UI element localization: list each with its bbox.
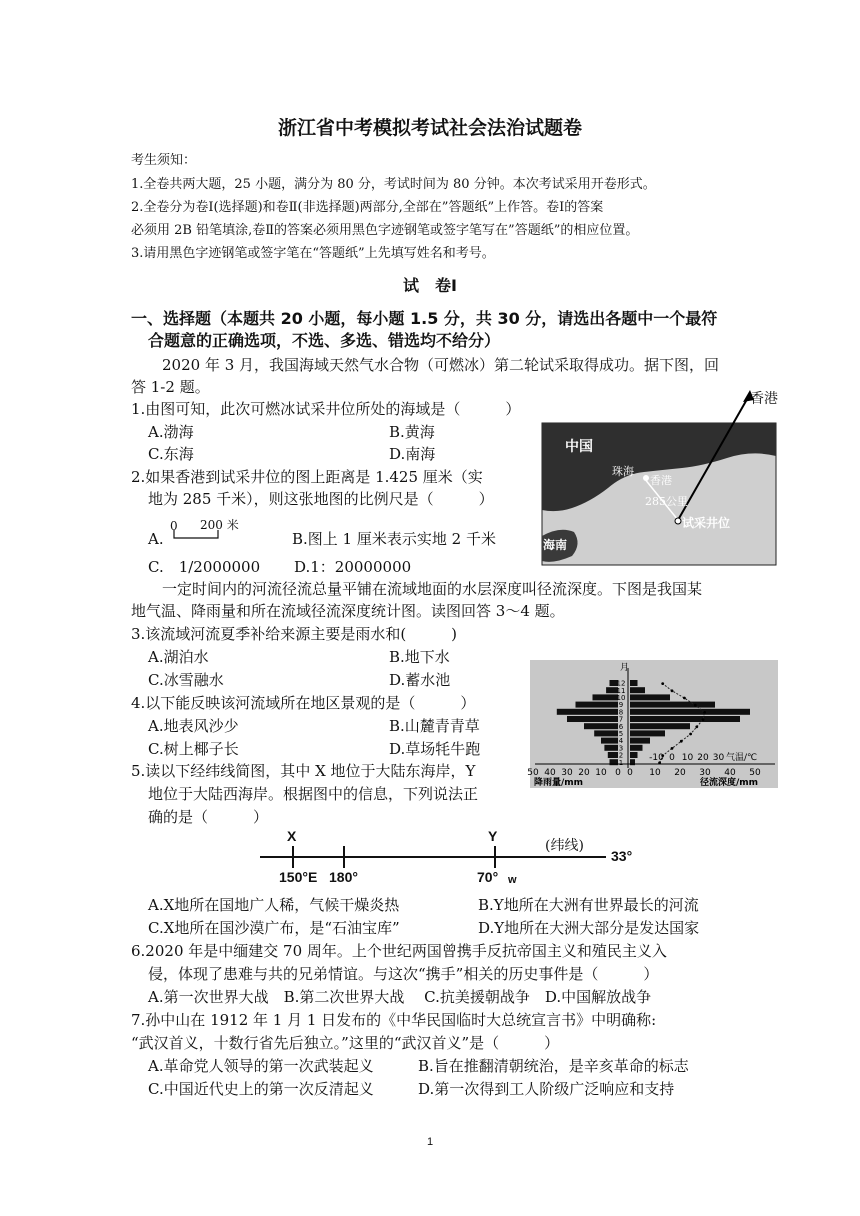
q5-option-a: A.X地所在国地广人稀，气候干燥炎热 — [148, 896, 400, 914]
q1-stem: 1.由图可知，此次可燃冰试采井位所处的海域是（ ） — [131, 400, 521, 418]
q3-option-c: C.冰雪融水 — [148, 671, 224, 689]
lon-70-label: 70° — [477, 869, 499, 885]
month-tick-label: 6 — [618, 722, 624, 731]
temperature-point — [702, 718, 705, 721]
q7-stem-2: “武汉首义，十数行省先后独立。”这里的“武汉首义”是（ ） — [131, 1034, 560, 1052]
q7-option-c: C.中国近代史上的第一次反清起义 — [148, 1080, 374, 1098]
chart-month-label: 月 — [620, 663, 630, 673]
notice-line-2a: 2.全卷分为卷Ⅰ(选择题)和卷Ⅱ(非选择题)两部分,全部在”答题纸”上作答。卷Ⅰ的答案 — [131, 200, 604, 215]
q4-stem: 4.以下能反映该河流域所在地区景观的是（ ） — [131, 694, 476, 712]
q3-option-d: D.蓄水池 — [389, 671, 451, 689]
q2-stem-1: 2.如果香港到试采井位的图上距离是 1.425 厘米（实 — [131, 468, 483, 486]
q5-stem-2: 地位于大陆西海岸。根据图中的信息，下列说法正 — [148, 785, 479, 803]
q6-stem-2: 侵，体现了患难与共的兄弟情谊。与这次“携手”相关的历史事件是（ ） — [148, 965, 659, 983]
temperature-point — [680, 740, 683, 743]
notice-line-2b: 必须用 2B 铅笔填涂,卷Ⅱ的答案必须用黑色字迹钢笔或签字笔写在”答题纸”的相应位置。 — [131, 223, 639, 238]
lat-weixian-label: (纬线) — [545, 838, 584, 854]
lat-y-label: Y — [488, 828, 498, 844]
runoff-tick-label: 30 — [699, 768, 711, 778]
map-china-label: 中国 — [565, 439, 593, 455]
temperature-point — [694, 704, 697, 707]
rain-tick-label: 0 — [615, 768, 621, 778]
q4-option-d: D.草场牦牛跑 — [389, 740, 481, 758]
rain-tick-label: 30 — [561, 768, 573, 778]
runoff-tick-label: 10 — [649, 768, 661, 778]
q2-stem-2: 地为 285 千米），则这张地图的比例尺是（ ） — [148, 490, 494, 508]
month-tick-label: 4 — [618, 737, 624, 746]
rain-tick-label: 10 — [595, 768, 607, 778]
month-tick-label: 9 — [618, 701, 624, 710]
runoff-tick-label: 20 — [674, 768, 686, 778]
month-tick-label: 11 — [616, 686, 626, 695]
runoff-bar — [630, 723, 690, 729]
temp-axis-label: 气温/℃ — [726, 753, 758, 763]
q2-option-d: D.1：20000000 — [294, 558, 412, 576]
q6-options: A.第一次世界大战 B.第二次世界大战 C.抗美援朝战争 D.中国解放战争 — [148, 988, 652, 1006]
rain-tick-label: 20 — [578, 768, 590, 778]
q2-option-c: C. 1/2000000 — [148, 558, 261, 576]
q5-option-b: B.Y地所在大洲有世界最长的河流 — [478, 896, 699, 914]
passage2-line-1: 一定时间内的河流径流总量平铺在流域地面的水层深度叫径流深度。下图是我国某 — [162, 580, 703, 598]
scale-bar — [170, 530, 240, 542]
temp-tick-label: -10 — [649, 753, 664, 763]
runoff-tick-label: 0 — [627, 768, 633, 778]
page-title: 浙江省中考模拟考试社会法治试题卷 — [277, 117, 582, 139]
temperature-point — [695, 725, 698, 728]
month-tick-label: 5 — [618, 730, 624, 738]
q5-option-d: D.Y地所在大洲大部分是发达国家 — [478, 919, 700, 937]
rain-tick-label: 40 — [544, 768, 556, 778]
temp-tick-label: 0 — [669, 753, 675, 763]
q1-option-b: B.黄海 — [389, 423, 435, 441]
month-tick-label: 7 — [618, 715, 624, 724]
runoff-bar — [630, 738, 650, 744]
passage1-line-2: 答 1-2 题。 — [131, 378, 210, 396]
runoff-bar — [630, 709, 750, 715]
q4-option-b: B.山麓青青草 — [389, 717, 480, 735]
climate-chart — [527, 660, 778, 788]
lat-x-label: X — [287, 828, 297, 844]
month-tick-label: 10 — [616, 694, 626, 702]
rain-bar — [594, 730, 618, 736]
runoff-bar — [630, 752, 638, 758]
part1-heading-1: 一、选择题（本题共 20 小题，每小题 1.5 分，共 30 分，请选出各题中一个最符 — [131, 309, 718, 328]
scale-200-label: 200 米 — [200, 518, 239, 532]
month-tick-label: 1 — [618, 758, 624, 767]
hk-dot — [643, 475, 649, 481]
temperature-point — [671, 747, 674, 750]
temperature-point — [689, 733, 692, 736]
month-tick-label: 2 — [618, 751, 624, 760]
q3-stem: 3.该流域河流夏季补给来源主要是雨水和( ) — [131, 625, 458, 643]
runoff-bar — [630, 702, 715, 708]
lon-w-label: w — [508, 874, 517, 886]
section-title: 试 卷Ⅰ — [403, 276, 457, 295]
q2-option-a: A. — [148, 530, 164, 548]
rain-bar — [557, 709, 618, 715]
runoff-bar — [630, 716, 740, 722]
temperature-point — [683, 697, 686, 700]
rain-bar — [567, 716, 618, 722]
rain-bar — [593, 694, 619, 700]
temp-tick-label: 10 — [681, 753, 694, 763]
notice-line-1: 1.全卷共两大题，25 小题，满分为 80 分，考试时间为 80 分钟。本次考试采用开卷形式。 — [131, 177, 656, 192]
notice-line-3: 3.请用黑色字迹钢笔或签字笔在“答题纸”上先填写姓名和考号。 — [131, 246, 495, 261]
rain-axis-label: 降雨量/mm — [534, 778, 584, 788]
q5-option-c: C.X地所在国沙漠广布，是“石油宝库” — [148, 919, 400, 937]
q7-option-b: B.旨在推翻清朝统治，是辛亥革命的标志 — [418, 1057, 689, 1075]
temp-tick-label: 30 — [712, 753, 725, 763]
temperature-point — [703, 711, 706, 714]
part1-heading-2: 合题意的正确选项，不选、多选、错选均不给分） — [148, 331, 501, 350]
month-tick-label: 3 — [618, 744, 624, 753]
passage1-line-1: 2020 年 3 月，我国海域天然气水合物（可燃冰）第二轮试采取得成功。据下图，回 — [162, 356, 720, 374]
runoff-bar — [630, 680, 638, 686]
runoff-tick-label: 40 — [724, 768, 736, 778]
scale-zero-label: 0 — [170, 519, 178, 533]
lon-150e-label: 150°E — [279, 869, 318, 885]
q7-stem-1: 7.孙中山在 1912 年 1 月 1 日发布的《中华民国临时大总统宣言书》中明确称: — [131, 1011, 657, 1029]
passage2-line-2: 地气温、降雨量和所在流域径流深度统计图。读图回答 3～4 题。 — [131, 602, 565, 620]
runoff-bar — [630, 730, 665, 736]
rain-bar — [576, 702, 619, 708]
map-distance-label: 285公里 — [645, 495, 688, 508]
lon-180-label: 180° — [329, 869, 358, 885]
q1-option-c: C.东海 — [148, 445, 194, 463]
rain-bar — [604, 745, 618, 751]
runoff-bar — [630, 694, 670, 700]
q7-option-a: A.革命党人领导的第一次武装起义 — [148, 1057, 374, 1075]
q1-option-a: A.渤海 — [148, 423, 194, 441]
rain-tick-label: 50 — [527, 768, 539, 778]
map-hk-inner-label: 香港 — [650, 474, 672, 487]
page-number: 1 — [426, 1136, 434, 1148]
q3-option-a: A.湖泊水 — [148, 648, 209, 666]
q2-option-b: B.图上 1 厘米表示实地 2 千米 — [292, 530, 496, 548]
runoff-bar — [630, 745, 643, 751]
rain-bar — [584, 723, 618, 729]
month-tick-label: 12 — [616, 679, 626, 688]
lat-33-label: 33° — [611, 848, 633, 864]
well-dot — [675, 518, 681, 524]
q4-option-c: C.树上椰子长 — [148, 740, 239, 758]
month-tick-label: 8 — [618, 708, 624, 717]
latitude-line-figure — [258, 822, 658, 882]
runoff-tick-label: 50 — [749, 768, 761, 778]
notice-heading: 考生须知： — [131, 153, 197, 168]
q5-stem-1: 5.读以下经纬线简图，其中 X 地位于大陆东海岸，Y — [131, 762, 476, 780]
q4-option-a: A.地表风沙少 — [148, 717, 239, 735]
temp-tick-label: 20 — [697, 753, 709, 763]
rain-bar — [608, 752, 618, 758]
q6-stem-1: 6.2020 年是中缅建交 70 周年。上个世纪两国曾携手反抗帝国主义和殖民主义入 — [131, 942, 667, 960]
runoff-axis-label: 径流深度/mm — [700, 778, 759, 788]
q3-option-b: B.地下水 — [389, 648, 450, 666]
temperature-point — [661, 682, 664, 685]
map-hongkong-label: 香港 — [750, 391, 778, 407]
q1-option-d: D.南海 — [389, 445, 436, 463]
q7-option-d: D.第一次得到工人阶级广泛响应和支持 — [418, 1080, 675, 1098]
runoff-bar — [630, 687, 645, 693]
map-zhuhai-label: 珠海 — [612, 465, 634, 478]
map-hainan-label: 海南 — [543, 538, 568, 552]
temperature-point — [671, 689, 674, 692]
rain-bar — [601, 738, 618, 744]
q5-stem-3: 确的是（ ） — [148, 808, 269, 826]
map-well-label: 试采井位 — [682, 516, 731, 530]
